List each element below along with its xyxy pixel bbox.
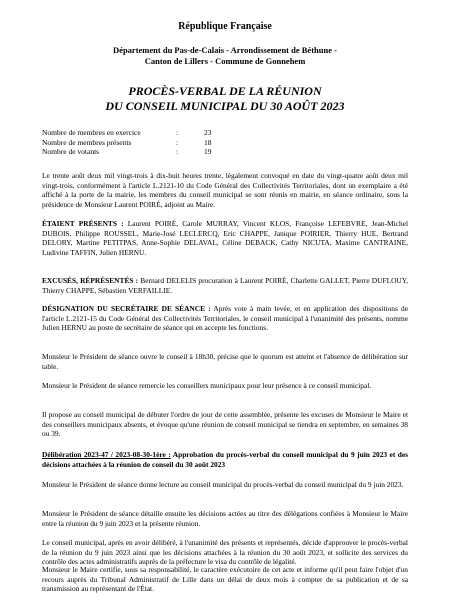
stat-value: 19	[204, 147, 212, 156]
members-present-row	[42, 138, 402, 148]
members-in-office-row	[42, 128, 402, 138]
deliberation-heading	[42, 450, 408, 469]
stat-value: 18	[204, 137, 212, 147]
stat-label: Nombre de membres en exercice	[42, 128, 141, 137]
document-title-line-1: PROCÈS-VERBAL DE LA RÉUNION	[128, 84, 322, 98]
stat-label: Nombre de votants	[42, 147, 100, 156]
stat-label: Nombre de membres présents	[42, 137, 132, 147]
excused-members-list: Bernard DELELIS procuration à Laurent POIRÉ, Charlette GALLET, Pierre DUFLOUY, Thierry CHAPPE, Sébastien VERFAILLIE.	[42, 276, 408, 295]
voters-row	[42, 147, 402, 157]
republic-heading: République Française	[178, 21, 272, 32]
department-line-1: Département du Pas-de-Calais - Arrondissement de Béthune -	[113, 45, 337, 55]
detail-paragraph: Monsieur le Président de séance détaille ensuite les décisions actées au titre des délégations confiées à Monsieur le Maire entre la réunion du 9 juin 2023 et la présente réunion.	[42, 509, 408, 528]
excused-paragraph	[42, 276, 408, 295]
deliberation-reference: Délibération 2023-47 / 2023-08-30-1ère :	[42, 450, 171, 459]
present-members-list: Laurent POIRÉ, Carole MURRAY, Vincent KLOS, Françoise LEFEBVRE, Jean-Michel DUBOIS, Philippe ROUSSEL, Marie-José LECLERCQ, Eric CHAPPE, Janique POIRIER, Thierry HUE, Bertrand DELORY, Martine PETITPAS, Anne-Sophie DELAVAL, Céline DEBACK, Cathy NICUTA, Maxime CANTRAINE, Ludivine TAFFIN, Julien HERNU.	[42, 219, 408, 257]
secretary-paragraph	[42, 304, 408, 333]
decision-paragraph: Le conseil municipal, après en avoir délibéré, à l'unanimité des présents et représentés, décide d'approuver le procès-verbal de la réunion du 9 juin 2023 ainsi que les décisions attachées à la réunion du 30 août 2023, et sollicite des services du contrôle des actes administratifs auprès de la préfecture le visa du contrôle de légalité.	[42, 538, 408, 567]
stat-colon: :	[176, 147, 179, 156]
stat-value: 23	[204, 128, 212, 137]
secretary-text: Après vote à main levée, et en application des dispositions de l'article L.2121-15 du Code Général des Collectivités Territoriales, le conseil municipal à l'unanimité des présents, nomme Julien HERNU au poste de secrétaire de séance qui en accepte les fonctions.	[42, 304, 408, 333]
secretary-label: DÉSIGNATION DU SECRÉTAIRE DE SÉANCE :	[42, 304, 211, 313]
certification-paragraph: Monsieur le Maire certifie, sous sa responsabilité, le caractère exécutoire de cet acte et informe qu'il peut faire l'objet d'un recours auprès du Tribunal Administratif de Lille dans un délai de deux mois à compter de sa publication et de sa transmission au représentant de l'État.	[42, 565, 408, 594]
department-line-2: Canton de Lillers - Commune de Gonnehem	[144, 56, 306, 66]
present-members-paragraph	[42, 219, 408, 257]
stat-colon: :	[176, 128, 179, 137]
agenda-paragraph: Il propose au conseil municipal de débuter l'ordre de jour de cette assemblée, présente les excuses de Monsieur le Maire et des conseillers municipaux absents, et évoque qu'une réunion de conseil municipal se tiendra en septembre, en semaines 38 ou 39.	[42, 410, 408, 439]
document-title-line-2: DU CONSEIL MUNICIPAL DU 30 AOÛT 2023	[105, 99, 345, 113]
stat-colon: :	[176, 137, 179, 147]
members-count-table	[42, 128, 402, 157]
deliberation-title: Approbation du procès-verbal du conseil municipal du 9 juin 2023 et des décisions attachées à la réunion de conseil du 30 août 2023	[42, 450, 408, 469]
thanks-paragraph: Monsieur le Président de séance remercie les conseillers municipaux pour leur présence à ce conseil municipal.	[42, 381, 372, 390]
opening-paragraph: Monsieur le Président de séance ouvre le conseil à 18h30, précise que le quorum est atteint et l'absence de délibération sur table.	[42, 352, 408, 371]
intro-paragraph: Le trente août deux mil vingt-trois à dix-huit heures trente, légalement convoqué en date du vingt-quatre août deux mil vingt-trois, conformément à l'article L.2121-10 du Code Général des Collectivités Territoriales, dont un exemplaire a été affiché à la porte de la mairie, les membres du conseil municipal se sont réunis en mairie, en séance ordinaire, sous la présidence de Monsieur Laurent POIRÉ, adjoint au Maire.	[42, 171, 408, 209]
excused-label: EXCUSÉS, RÉPRÉSENTÉS :	[42, 276, 139, 285]
present-label: ÉTAIENT PRÉSENTS :	[42, 219, 124, 228]
reading-paragraph: Monsieur le Président de séance donne lecture au conseil municipal du procès-verbal du conseil municipal du 9 juin 2023.	[42, 480, 404, 489]
